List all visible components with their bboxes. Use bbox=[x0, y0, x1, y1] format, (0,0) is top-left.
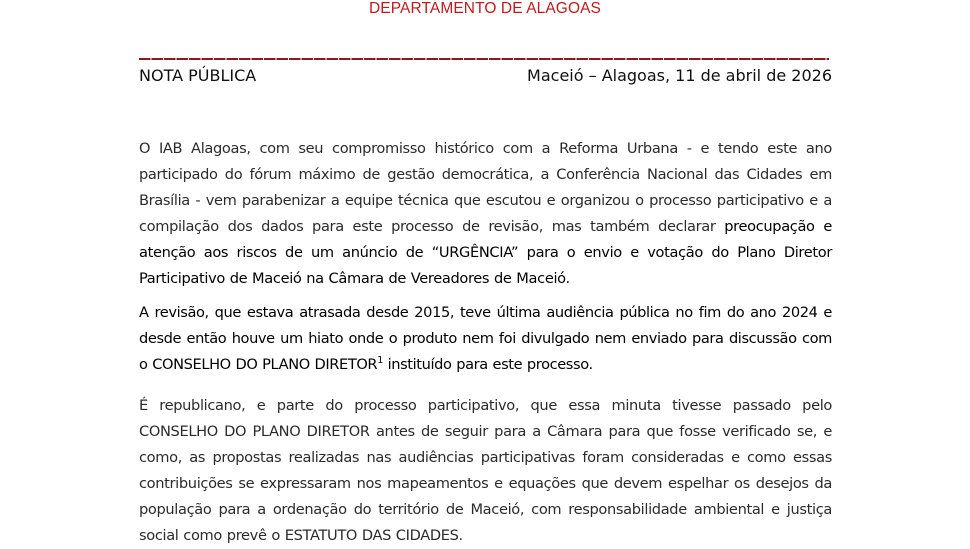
paragraph-3 bbox=[139, 393, 832, 549]
paragraph-2-text-after: instituído para este processo. bbox=[382, 356, 593, 373]
paragraph-1-emphasis: preocupação e atenção aos riscos de um anúncio de “URGÊNCIA” para o envio e votação do Plano Diretor Participativo de Maceió na Câmara de Vereadores de Maceió. bbox=[139, 218, 832, 287]
footnote-marker[interactable]: 1 bbox=[377, 355, 383, 367]
header-divider-dashes bbox=[139, 57, 829, 61]
paragraph-1 bbox=[139, 136, 832, 292]
paragraph-2 bbox=[139, 300, 832, 378]
paragraph-2-text: A revisão, que estava atrasada desde 2015, teve última audiência pública no fim do ano 2024 e desde então houve um hiato onde o produto nem foi divulgado nem enviado para discussão com o CONSELHO DO PLANO DIRETOR bbox=[139, 304, 832, 373]
paragraph-1-text: O IAB Alagoas, com seu compromisso histórico com a Reforma Urbana - e tendo este ano participado do fórum máximo de gestão democrática, a Conferência Nacional das Cidades em Brasília - vem parabenizar a equipe técnica que escutou e organizou o processo participativo e a compilação dos dados para este processo de revisão, mas também declarar bbox=[139, 140, 832, 235]
location-date: Maceió – Alagoas, 11 de abril de 2026 bbox=[527, 66, 832, 85]
note-header-row bbox=[139, 66, 832, 90]
paragraph-3-text: É republicano, e parte do processo participativo, que essa minuta tivesse passado pelo CONSELHO DO PLANO DIRETOR antes de seguir para a Câmara para que fosse verificado se, e como, as propostas realizadas nas audiências participativas foram consideradas e como essas contribuições se expressaram nos mapeamentos e equações que devem espelhar os desejos da população para a ordenação do território de Maceió, com responsabilidade ambiental e justiça social como prevê o ESTATUTO DAS CIDADES. bbox=[139, 397, 832, 544]
note-type-label: NOTA PÚBLICA bbox=[139, 66, 257, 85]
department-heading: DEPARTAMENTO DE ALAGOAS bbox=[369, 0, 601, 17]
